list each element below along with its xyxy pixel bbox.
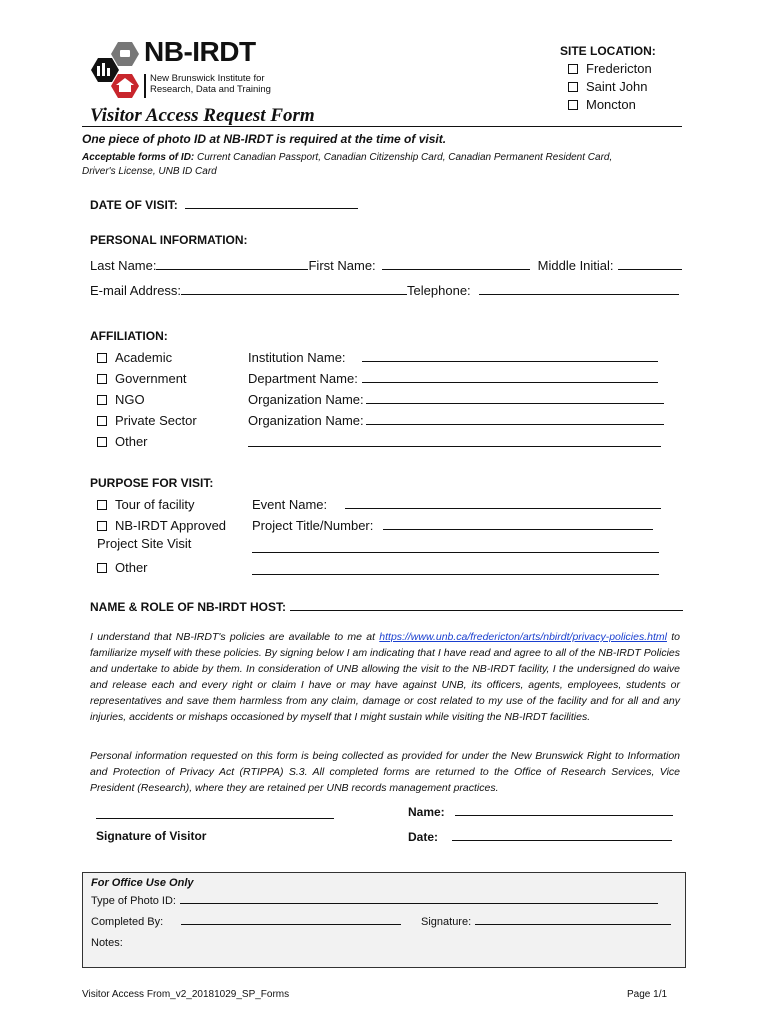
organization-label-1: Organization Name:: [248, 392, 364, 407]
project-title-field[interactable]: [383, 518, 653, 530]
first-name-label: First Name:: [308, 258, 376, 273]
site-option-fredericton[interactable]: [568, 61, 652, 76]
purpose-option-approved-project[interactable]: [97, 518, 226, 533]
purpose-option-label: NB-IRDT Approved: [115, 518, 227, 533]
signature-date-label: Date:: [408, 830, 439, 844]
photo-id-field[interactable]: [180, 894, 658, 904]
acceptable-ids-label: Acceptable forms of ID:: [82, 152, 195, 163]
checkbox-icon[interactable]: [97, 500, 107, 510]
email-field[interactable]: [181, 283, 407, 295]
project-title-row: [252, 518, 653, 533]
policy-paragraph: [90, 629, 680, 725]
checkbox-icon[interactable]: [97, 374, 107, 384]
affiliation-option-label: NGO: [115, 392, 145, 407]
affiliation-heading: AFFILIATION:: [90, 329, 168, 343]
organization-row-2: [248, 413, 664, 428]
event-name-row: [252, 497, 661, 512]
footer-page-number: Page 1/1: [627, 989, 668, 1000]
privacy-paragraph: Personal information requested on this form is being collected as provided for under the New Brunswick Right to Information and Protection of Privacy Act (RTIPPA) S.3. All completed forms are returned to the Office of Research Services, Vice President (Research), where they are retained per UNB records management practices.: [90, 750, 680, 794]
title-rule: [82, 126, 682, 127]
middle-initial-field[interactable]: [618, 258, 682, 270]
nbirdt-logo: [88, 38, 278, 104]
privacy-policies-link[interactable]: https://www.unb.ca/fredericton/arts/nbirdt/privacy-policies.html: [379, 631, 667, 643]
organization-field-2[interactable]: [366, 413, 664, 425]
id-notice: One piece of photo ID at NB-IRDT is required at the time of visit.: [82, 132, 447, 146]
office-signature-row: [421, 915, 671, 928]
signature-name-label: Name:: [408, 805, 445, 819]
logo-subtitle-line-1: New Brunswick Institute for: [150, 73, 265, 84]
other-affiliation-row: [248, 434, 661, 452]
footer-doc-id: Visitor Access From_v2_20181029_SP_Forms: [82, 989, 290, 1000]
purpose-other-field[interactable]: [252, 563, 659, 575]
checkbox-icon[interactable]: [97, 353, 107, 363]
checkbox-icon[interactable]: [568, 82, 578, 92]
affiliation-option-label: Academic: [115, 350, 173, 365]
personal-heading: PERSONAL INFORMATION:: [90, 233, 248, 247]
purpose-option-label: Other: [115, 560, 148, 575]
date-of-visit-field[interactable]: [185, 197, 358, 209]
signature-name-field[interactable]: [455, 804, 673, 816]
last-name-field[interactable]: [156, 258, 308, 270]
institution-field[interactable]: [362, 350, 658, 362]
purpose-extra-field[interactable]: [252, 541, 659, 553]
office-use-box: [82, 872, 686, 968]
name-row: [90, 258, 682, 273]
checkbox-icon[interactable]: [97, 437, 107, 447]
completed-by-row: [91, 915, 401, 928]
date-signature-row: [408, 829, 672, 844]
logo-subtitle: [150, 73, 271, 95]
office-signature-field[interactable]: [475, 915, 671, 925]
purpose-extra-row: [252, 540, 659, 558]
middle-initial-label: Middle Initial:: [537, 258, 614, 273]
checkbox-icon[interactable]: [568, 100, 578, 110]
policy-text-end: to familiarize myself with these policies. By signing below I am indicating that I have read and agree to all of the NB-IRDT Policies and undertake to abide by them. In consideration of UNB allowing the visit to the NB-IRDT facility, I the undersigned do waive and release each and every right or claim I have or may have against UNB, its officers, agents, employees, students or representatives and save them harmless from any claim, damage or cost related to my use of the facility and for all and any injuries, accidents or mishaps occasioned by myself that I might sustain while visiting the NB-IRDT facilities.: [90, 631, 680, 723]
last-name-label: Last Name:: [90, 258, 157, 273]
telephone-field[interactable]: [479, 283, 679, 295]
contact-row: [90, 283, 679, 298]
department-field[interactable]: [362, 371, 658, 383]
name-signature-row: [408, 804, 673, 819]
department-label: Department Name:: [248, 371, 358, 386]
project-title-label: Project Title/Number:: [252, 518, 374, 533]
checkbox-icon[interactable]: [97, 395, 107, 405]
checkbox-icon[interactable]: [568, 64, 578, 74]
site-option-label: Saint John: [586, 79, 648, 94]
institution-row: [248, 350, 658, 365]
email-label: E-mail Address:: [90, 283, 182, 298]
event-name-field[interactable]: [345, 497, 661, 509]
purpose-option-approved-project-line-2: Project Site Visit: [97, 536, 192, 551]
affiliation-option-label: Other: [115, 434, 148, 449]
affiliation-option-label: Government: [115, 371, 187, 386]
organization-label-2: Organization Name:: [248, 413, 364, 428]
date-of-visit-label: DATE OF VISIT:: [90, 198, 178, 212]
visitor-signature-label: Signature of Visitor: [96, 829, 207, 843]
checkbox-icon[interactable]: [97, 563, 107, 573]
date-of-visit-row: [90, 197, 358, 212]
logo-divider: [144, 74, 146, 98]
checkbox-icon[interactable]: [97, 416, 107, 426]
form-title: Visitor Access Request Form: [90, 105, 315, 126]
affiliation-option-private-sector[interactable]: [97, 413, 197, 428]
purpose-option-tour[interactable]: [97, 497, 194, 512]
affiliation-option-ngo[interactable]: [97, 392, 145, 407]
purpose-option-other[interactable]: [97, 560, 148, 575]
completed-by-label: Completed By:: [91, 916, 164, 928]
logo-subtitle-line-2: Research, Data and Training: [150, 84, 271, 95]
site-option-moncton[interactable]: [568, 97, 636, 112]
site-option-label: Fredericton: [586, 61, 652, 76]
visitor-signature-line[interactable]: [96, 818, 334, 819]
site-option-saint-john[interactable]: [568, 79, 647, 94]
purpose-heading: PURPOSE FOR VISIT:: [90, 476, 214, 490]
affiliation-option-label: Private Sector: [115, 413, 197, 428]
organization-row-1: [248, 392, 664, 407]
notes-label: Notes:: [91, 937, 123, 949]
affiliation-option-government[interactable]: [97, 371, 187, 386]
organization-field-1[interactable]: [366, 392, 664, 404]
purpose-option-label: Tour of facility: [115, 497, 195, 512]
telephone-label: Telephone:: [407, 283, 471, 298]
office-use-heading: For Office Use Only: [91, 877, 194, 889]
first-name-field[interactable]: [382, 258, 530, 270]
affiliation-option-other[interactable]: [97, 434, 148, 449]
host-field[interactable]: [290, 599, 683, 611]
checkbox-icon[interactable]: [97, 521, 107, 531]
completed-by-field[interactable]: [181, 915, 401, 925]
site-option-label: Moncton: [586, 97, 636, 112]
photo-id-row: [91, 894, 658, 907]
acceptable-ids: [82, 151, 612, 179]
event-name-label: Event Name:: [252, 497, 328, 512]
affiliation-option-academic[interactable]: [97, 350, 172, 365]
acceptable-ids-text: Current Canadian Passport, Canadian Citizenship Card, Canadian Permanent Resident Card,: [194, 152, 613, 163]
policy-text-start: I understand that NB-IRDT's policies are available to me at: [90, 631, 380, 643]
acceptable-ids-text-2: Driver's License, UNB ID Card: [82, 166, 217, 177]
other-affiliation-field[interactable]: [248, 435, 661, 447]
department-row: [248, 371, 658, 386]
institution-label: Institution Name:: [248, 350, 346, 365]
photo-id-label: Type of Photo ID:: [91, 895, 176, 907]
host-row: [90, 599, 683, 614]
host-label: NAME & ROLE OF NB-IRDT HOST:: [90, 600, 286, 614]
site-location-label: SITE LOCATION:: [560, 44, 656, 58]
logo-name: NB-IRDT: [144, 36, 256, 67]
signature-date-field[interactable]: [452, 829, 672, 841]
purpose-other-row: [252, 562, 659, 580]
office-signature-label: Signature:: [421, 916, 472, 928]
